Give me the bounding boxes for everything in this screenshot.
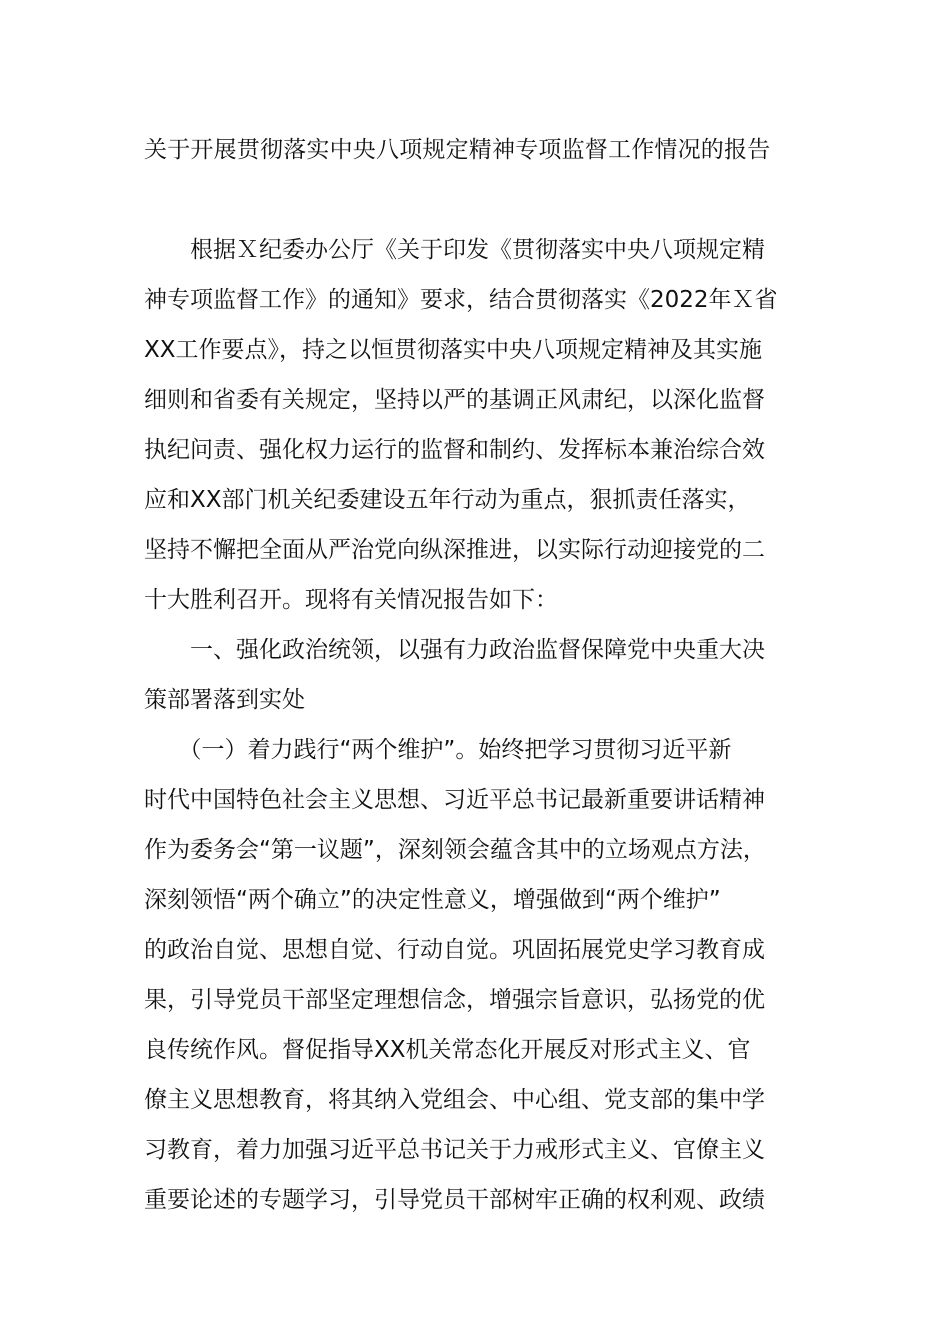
body-line-1: 根据Ｘ纪委办公厅《关于印发《贯彻落实中央八项规定精 [144, 237, 765, 263]
body-line-8: 十大胜利召开。现将有关情况报告如下： [144, 587, 558, 613]
body-line-4: 细则和省委有关规定，坚持以严的基调正风肃纪，以深化监督 [144, 387, 765, 413]
body-line-7: 坚持不懈把全面从严治党向纵深推进，以实际行动迎接党的二 [144, 537, 765, 563]
body-line-17: 良传统作风。督促指导XX机关常态化开展反对形式主义、官 [144, 1037, 751, 1063]
body-line-2: 神专项监督工作》的通知》要求，结合贯彻落实《2022年Ｘ省 [144, 287, 778, 313]
document-title: 关于开展贯彻落实中央八项规定精神专项监督工作情况的报告 [144, 137, 771, 163]
body-line-6: 应和XX部门机关纪委建设五年行动为重点，狠抓责任落实， [144, 487, 751, 513]
body-line-15: 的政治自觉、思想自觉、行动自觉。巩固拓展党史学习教育成 [144, 937, 765, 963]
section-heading-line-1: 一、强化政治统领，以强有力政治监督保障党中央重大决 [144, 637, 765, 663]
body-line-3: XX工作要点》，持之以恒贯彻落实中央八项规定精神及其实施 [144, 337, 763, 363]
body-line-19: 习教育，着力加强习近平总书记关于力戒形式主义、官僚主义 [144, 1137, 765, 1163]
body-line-11: （一）着力践行“两个维护”。始终把学习贯彻习近平新 [144, 737, 732, 763]
body-line-14: 深刻领悟“两个确立”的决定性意义，增强做到“两个维护” [144, 887, 721, 913]
body-line-13: 作为委务会“第一议题”，深刻领会蕴含其中的立场观点方法， [144, 837, 766, 863]
body-line-5: 执纪问责、强化权力运行的监督和制约、发挥标本兼治综合效 [144, 437, 765, 463]
body-line-12: 时代中国特色社会主义思想、习近平总书记最新重要讲话精神 [144, 787, 765, 813]
section-heading-line-2: 策部署落到实处 [144, 687, 305, 713]
body-line-20: 重要论述的专题学习，引导党员干部树牢正确的权利观、政绩 [144, 1187, 765, 1213]
body-line-18: 僚主义思想教育，将其纳入党组会、中心组、党支部的集中学 [144, 1087, 765, 1113]
body-line-16: 果，引导党员干部坚定理想信念，增强宗旨意识，弘扬党的优 [144, 987, 765, 1013]
